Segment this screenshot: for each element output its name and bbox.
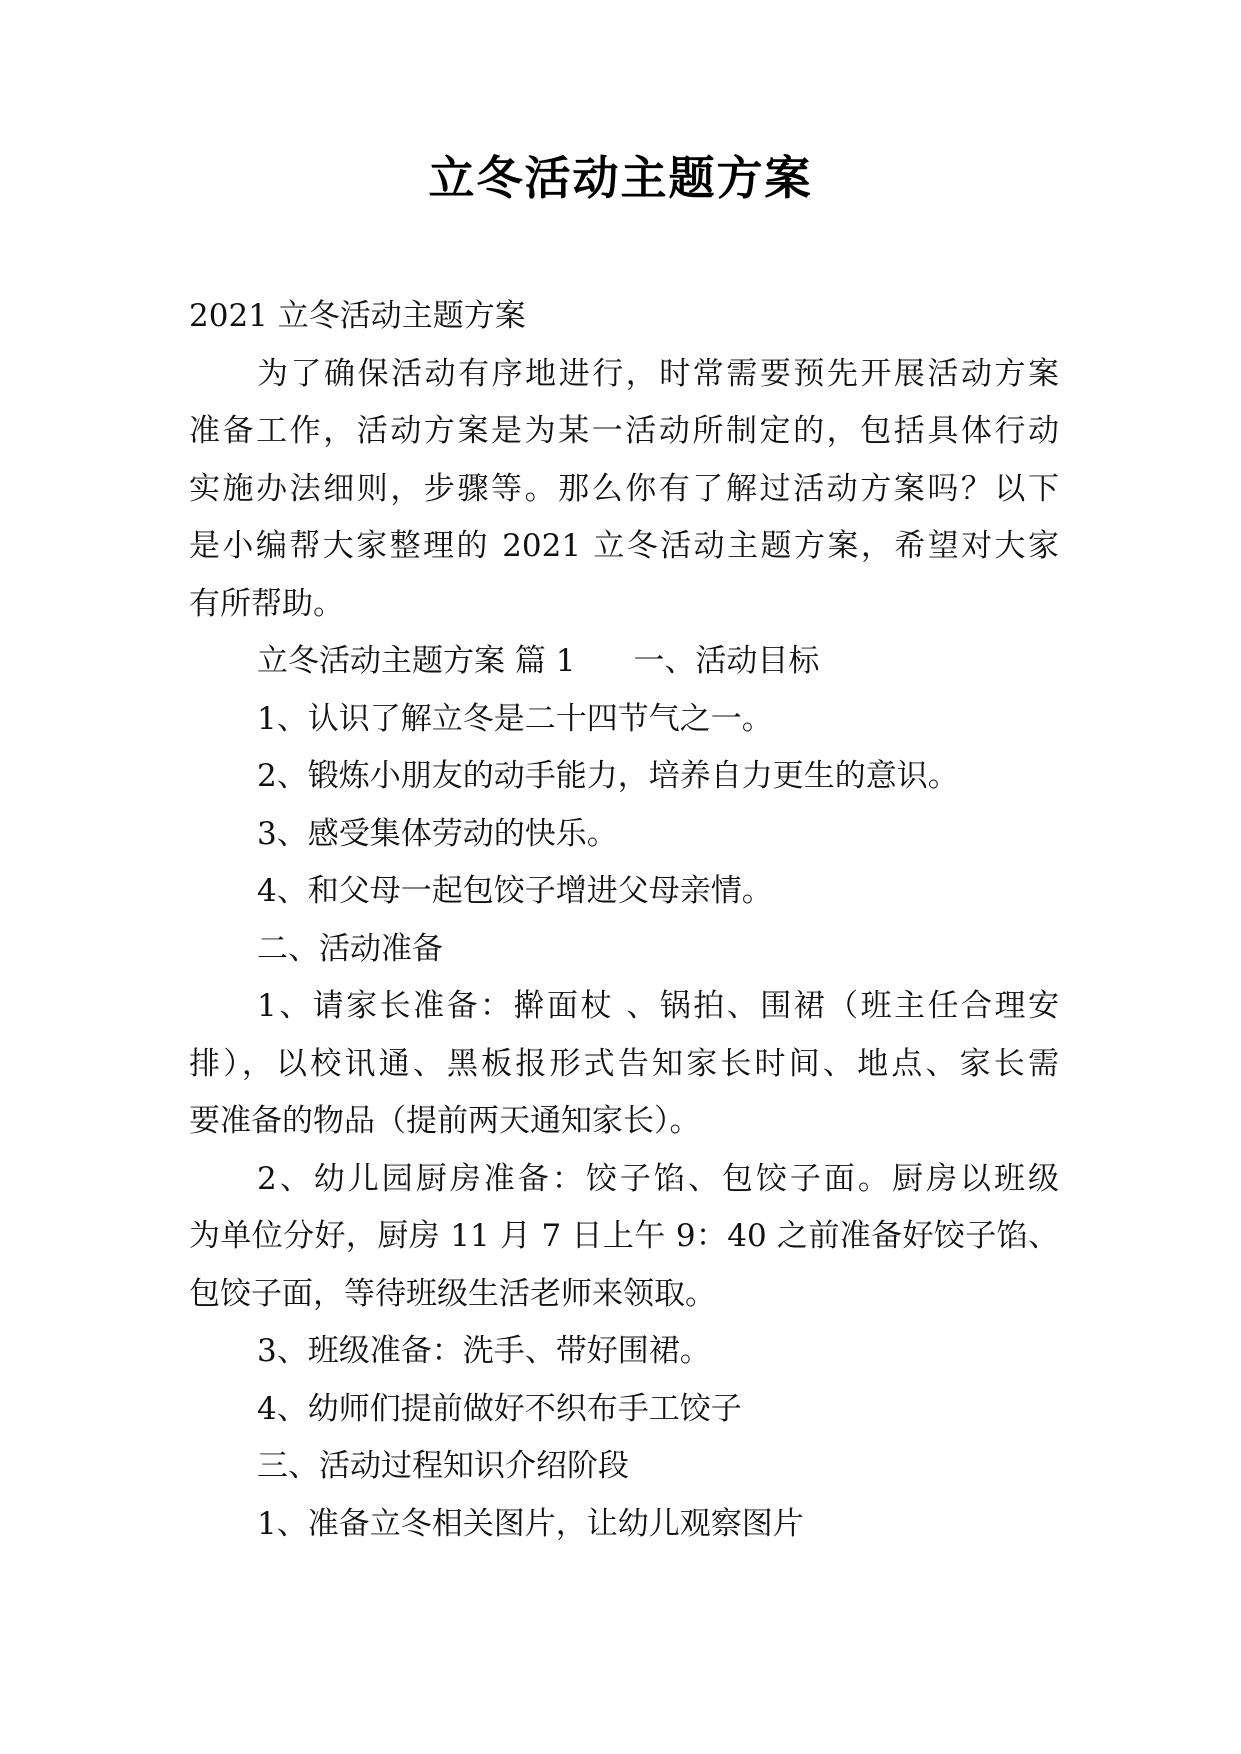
prep-item-2-line-1: 2、幼儿园厨房准备：饺子馅、包饺子面。厨房以班级 bbox=[257, 1160, 1059, 1197]
section-heading-preparation: 二、活动准备 bbox=[257, 930, 443, 967]
intro-line-4: 是小编帮大家整理的 2021 立冬活动主题方案，希望对大家 bbox=[189, 528, 1059, 564]
prep-item-2-line-2: 为单位分好，厨房 11 月 7 日上午 9：40 之前准备好饺子馅、 bbox=[189, 1218, 1059, 1254]
prep-item-2-line-3: 包饺子面，等待班级生活老师来领取。 bbox=[189, 1275, 716, 1312]
intro-line-5: 有所帮助。 bbox=[189, 585, 344, 622]
prep-item-4: 4、幼师们提前做好不织布手工饺子 bbox=[257, 1390, 742, 1427]
prep-item-3: 3、班级准备：洗手、带好围裙。 bbox=[257, 1333, 711, 1369]
intro-line-1: 为了确保活动有序地进行，时常需要预先开展活动方案 bbox=[257, 355, 1059, 392]
intro-line-3: 实施办法细则，步骤等。那么你有了解过活动方案吗？以下 bbox=[189, 470, 1059, 507]
goal-item-4: 4、和父母一起包饺子增进父母亲情。 bbox=[257, 873, 773, 909]
section-heading-line bbox=[189, 633, 1059, 691]
goal-item-2: 2、锻炼小朋友的动手能力，培养自力更生的意识。 bbox=[257, 758, 959, 794]
intro-line-2: 准备工作，活动方案是为某一活动所制定的，包括具体行动 bbox=[189, 413, 1059, 449]
goal-item-3: 3、感受集体劳动的快乐。 bbox=[257, 815, 618, 852]
prep-item-1-line-1: 1、请家长准备：擀面杖 、锅拍、围裙（班主任合理安 bbox=[257, 988, 1059, 1024]
article-label: 立冬活动主题方案 篇 1 bbox=[257, 643, 576, 679]
prep-item-1-line-3: 要准备的物品（提前两天通知家长）。 bbox=[189, 1103, 701, 1139]
section-heading-goals: 一、活动目标 bbox=[633, 643, 820, 679]
section-heading-process: 三、活动过程知识介绍阶段 bbox=[257, 1448, 629, 1484]
process-item-1: 1、准备立冬相关图片，让幼儿观察图片 bbox=[257, 1505, 804, 1542]
prep-item-1-line-2: 排），以校讯通、黑板报形式告知家长时间、地点、家长需 bbox=[189, 1045, 1059, 1082]
subtitle-line: 2021 立冬活动主题方案 bbox=[189, 298, 526, 334]
document-body bbox=[189, 288, 1059, 1553]
document-title: 立冬活动主题方案 bbox=[428, 151, 813, 205]
goal-item-1: 1、认识了解立冬是二十四节气之一。 bbox=[257, 700, 773, 737]
